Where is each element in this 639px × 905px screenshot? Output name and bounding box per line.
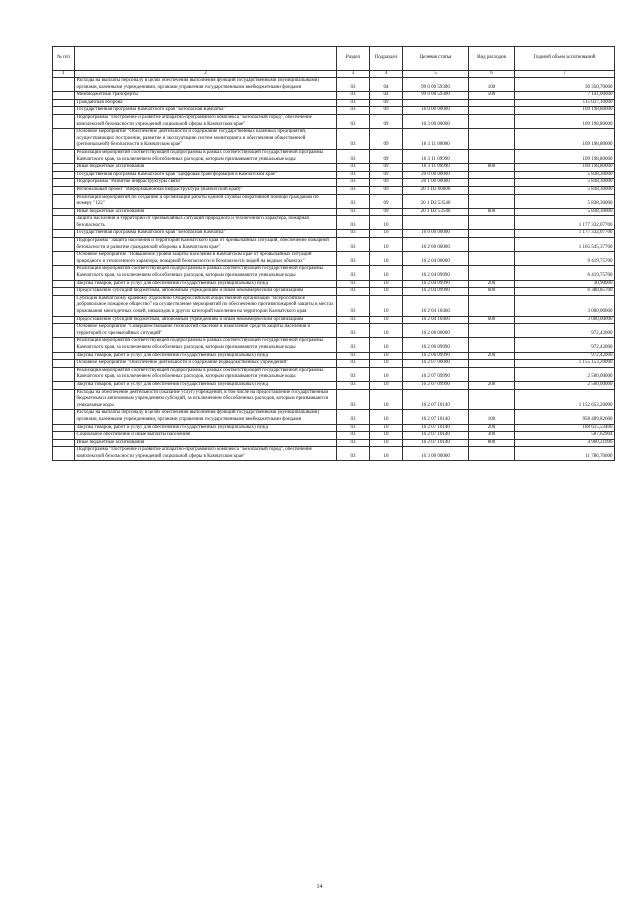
- row-name-cell: Социальное обеспечение и иные выплаты населению: [75, 432, 337, 440]
- row-podrazdel-cell: 10: [370, 352, 403, 360]
- row-podrazdel-cell: 10: [370, 266, 403, 280]
- row-podrazdel-cell: 10: [370, 338, 403, 352]
- row-podrazdel-cell: 09: [370, 208, 403, 216]
- header-name: [75, 47, 337, 71]
- table-row: [53, 424, 615, 432]
- row-number-cell: [53, 352, 75, 360]
- row-razdel-cell: 03: [337, 114, 370, 128]
- row-sum-cell: 5 838,30000: [515, 194, 615, 208]
- row-number-cell: [53, 149, 75, 163]
- row-sum-cell: 109 198,80000: [515, 129, 615, 150]
- row-sum-cell: 3 000,00000: [515, 295, 615, 316]
- row-podrazdel-cell: 09: [370, 99, 403, 107]
- row-number-cell: [53, 252, 75, 266]
- row-name-cell: Межбюджетные трансферты: [75, 92, 337, 100]
- row-vr-cell: [469, 107, 515, 115]
- row-csr-cell: 16 2 06 09990: [403, 352, 469, 360]
- table-body: [53, 78, 615, 461]
- table-row: [53, 295, 615, 316]
- colnum: 5: [403, 71, 469, 78]
- row-sum-cell: 3 000,00000: [515, 316, 615, 324]
- row-razdel-cell: 03: [337, 216, 370, 230]
- row-podrazdel-cell: 10: [370, 447, 403, 461]
- row-sum-cell: 7 141,00000: [515, 92, 615, 100]
- row-podrazdel-cell: 10: [370, 410, 403, 424]
- row-podrazdel-cell: 09: [370, 179, 403, 187]
- row-number-cell: [53, 324, 75, 338]
- row-vr-cell: [469, 389, 515, 410]
- table-row: [53, 114, 615, 128]
- row-name-cell: Иные бюджетные ассигнования: [75, 439, 337, 447]
- row-vr-cell: 500: [469, 92, 515, 100]
- row-podrazdel-cell: 10: [370, 216, 403, 230]
- row-csr-cell: 16 2 07 09990: [403, 367, 469, 381]
- row-sum-cell: 5 838,30000: [515, 171, 615, 179]
- row-podrazdel-cell: 10: [370, 367, 403, 381]
- row-name-cell: Расходы на выплаты персоналу в целях обеспечения выполнения функций государственными (муниципальными) органами, казенными учреждениями, органами управления государственными внебюджетными фондами: [75, 78, 337, 92]
- row-csr-cell: 16 3 11 09990: [403, 164, 469, 172]
- row-csr-cell: 16 0 00 00000: [403, 107, 469, 115]
- row-vr-cell: [469, 238, 515, 252]
- row-podrazdel-cell: 10: [370, 324, 403, 338]
- colnum: 4: [370, 71, 403, 78]
- table-row: [53, 439, 615, 447]
- row-number-cell: [53, 360, 75, 368]
- row-number-cell: [53, 194, 75, 208]
- row-name-cell: Закупка товаров, работ и услуг для обеспечения государственных (муниципальных) нужд: [75, 424, 337, 432]
- header-row: [53, 47, 615, 71]
- row-sum-cell: 109 198,80000: [515, 149, 615, 163]
- row-razdel-cell: 03: [337, 129, 370, 150]
- page-number: 14: [316, 884, 323, 890]
- row-podrazdel-cell: 10: [370, 360, 403, 368]
- row-podrazdel-cell: 10: [370, 432, 403, 440]
- row-razdel-cell: 03: [337, 295, 370, 316]
- row-razdel-cell: 03: [337, 389, 370, 410]
- row-csr-cell: 16 2 07 00000: [403, 360, 469, 368]
- table-row: [53, 107, 615, 115]
- row-sum-cell: 5 838,30000: [515, 208, 615, 216]
- row-name-cell: Иные бюджетные ассигнования: [75, 164, 337, 172]
- table-row: [53, 238, 615, 252]
- row-name-cell: Защита населения и территории от чрезвычайных ситуаций природного и техногенного характера, пожарная безопасность: [75, 216, 337, 230]
- row-number-cell: [53, 107, 75, 115]
- row-razdel-cell: 03: [337, 171, 370, 179]
- header-vr: Вид расходов: [469, 47, 515, 71]
- row-razdel-cell: 03: [337, 338, 370, 352]
- row-csr-cell: 20 1 D2 00000: [403, 186, 469, 194]
- row-vr-cell: [469, 266, 515, 280]
- row-podrazdel-cell: 09: [370, 186, 403, 194]
- table-row: [53, 171, 615, 179]
- row-razdel-cell: 03: [337, 238, 370, 252]
- table-row: [53, 194, 615, 208]
- row-name-cell: Основное мероприятие "Обеспечение деятельности и содержание подведомственных учреждений": [75, 360, 337, 368]
- row-csr-cell: 16 2 07 10140: [403, 424, 469, 432]
- table-row: [53, 338, 615, 352]
- row-number-cell: [53, 367, 75, 381]
- row-podrazdel-cell: 10: [370, 238, 403, 252]
- row-razdel-cell: 03: [337, 92, 370, 100]
- row-razdel-cell: 03: [337, 266, 370, 280]
- row-vr-cell: 600: [469, 288, 515, 296]
- row-podrazdel-cell: 10: [370, 295, 403, 316]
- table-row: [53, 99, 615, 107]
- row-razdel-cell: 03: [337, 360, 370, 368]
- table-row: [53, 149, 615, 163]
- row-sum-cell: 5 838,30000: [515, 179, 615, 187]
- row-podrazdel-cell: 04: [370, 78, 403, 92]
- table-row: [53, 316, 615, 324]
- row-razdel-cell: 03: [337, 410, 370, 424]
- row-sum-cell: 2 500,00000: [515, 381, 615, 389]
- table-row: [53, 266, 615, 280]
- row-name-cell: Закупка товаров, работ и услуг для обеспечения государственных (муниципальных) нужд: [75, 280, 337, 288]
- row-name-cell: Расходы на выплаты персоналу в целях обеспечения выполнения функций государственными (муниципальными) органами, казенными учреждениями, органами управления государственными внебюджетными фондами: [75, 410, 337, 424]
- row-sum-cell: 1 152 653,20000: [515, 389, 615, 410]
- row-number-cell: [53, 238, 75, 252]
- row-podrazdel-cell: 09: [370, 129, 403, 150]
- row-razdel-cell: 03: [337, 149, 370, 163]
- row-number-cell: [53, 295, 75, 316]
- row-sum-cell: 972,42000: [515, 324, 615, 338]
- row-csr-cell: 16 2 06 09990: [403, 338, 469, 352]
- row-podrazdel-cell: 04: [370, 92, 403, 100]
- table-row: [53, 432, 615, 440]
- row-number-cell: [53, 280, 75, 288]
- row-number-cell: [53, 389, 75, 410]
- row-sum-cell: 109 198,80000: [515, 164, 615, 172]
- row-name-cell: Закупка товаров, работ и услуг для обеспечения государственных (муниципальных) нужд: [75, 352, 337, 360]
- row-vr-cell: 200: [469, 381, 515, 389]
- row-sum-cell: 6 388,85700: [515, 288, 615, 296]
- row-csr-cell: 16 0 00 00000: [403, 230, 469, 238]
- row-name-cell: Подпрограмма "Защита населения и территорий Камчатского края от чрезвычайных ситуаций, обеспечение пожарной безопасности и развитие гражданской обороны в Камчатском крае": [75, 238, 337, 252]
- row-number-cell: [53, 171, 75, 179]
- row-name-cell: Основное мероприятие "Повышение уровня защиты населения в Камчатском крае от чрезвычайных ситуаций природного и техногенного характера, пожарной безопасности и безопасности людей на водных объектах": [75, 252, 337, 266]
- row-csr-cell: 16 2 07 09990: [403, 381, 469, 389]
- row-name-cell: Подпрограмма "Построение и развитие аппаратно-программного комплекса "Безопасный город", обеспечение комплексной безопасности учреждений социальной сферы в Камчатском крае": [75, 447, 337, 461]
- row-razdel-cell: 03: [337, 252, 370, 266]
- row-podrazdel-cell: 09: [370, 194, 403, 208]
- row-csr-cell: 16 2 04 10460: [403, 295, 469, 316]
- row-podrazdel-cell: 09: [370, 114, 403, 128]
- row-vr-cell: [469, 324, 515, 338]
- row-number-cell: [53, 186, 75, 194]
- row-razdel-cell: 03: [337, 439, 370, 447]
- row-razdel-cell: 03: [337, 164, 370, 172]
- row-name-cell: Предоставление субсидий бюджетным, автономным учреждениям и иным некоммерческим организациям: [75, 316, 337, 324]
- row-razdel-cell: 03: [337, 280, 370, 288]
- row-number-cell: [53, 129, 75, 150]
- row-sum-cell: 2 500,00000: [515, 367, 615, 381]
- row-vr-cell: [469, 230, 515, 238]
- row-csr-cell: 16 3 00 00000: [403, 114, 469, 128]
- row-sum-cell: 109 198,80000: [515, 114, 615, 128]
- budget-table: [52, 46, 615, 461]
- row-csr-cell: 16 2 04 09990: [403, 280, 469, 288]
- row-vr-cell: [469, 216, 515, 230]
- row-sum-cell: 9 419,75700: [515, 252, 615, 266]
- row-podrazdel-cell: 10: [370, 280, 403, 288]
- row-csr-cell: 20 1 00 00000: [403, 179, 469, 187]
- row-csr-cell: 20 1 D2 53540: [403, 208, 469, 216]
- row-name-cell: Реализация мероприятий соответствующей подпрограммы в рамках соответствующей государственной программы Камчатского края, за исключением обособленных расходов, которым присваиваются уникальные коды: [75, 266, 337, 280]
- table-row: [53, 360, 615, 368]
- row-csr-cell: 16 2 07 10140: [403, 432, 469, 440]
- row-podrazdel-cell: 09: [370, 149, 403, 163]
- table-row: [53, 164, 615, 172]
- row-podrazdel-cell: 10: [370, 424, 403, 432]
- row-number-cell: [53, 208, 75, 216]
- row-vr-cell: 200: [469, 352, 515, 360]
- row-name-cell: Государственная программа Камчатского края "Цифровая трансформация в Камчатском крае": [75, 171, 337, 179]
- row-sum-cell: 30,90000: [515, 280, 615, 288]
- table-row: [53, 352, 615, 360]
- row-name-cell: Иные бюджетные ассигнования: [75, 208, 337, 216]
- header-volume: Годовой объем ассигнований: [515, 47, 615, 71]
- row-razdel-cell: 03: [337, 324, 370, 338]
- row-sum-cell: 1 177 332,07700: [515, 216, 615, 230]
- row-vr-cell: 600: [469, 316, 515, 324]
- colnum: 7: [515, 71, 615, 78]
- row-vr-cell: [469, 194, 515, 208]
- table-row: [53, 381, 615, 389]
- row-number-cell: [53, 114, 75, 128]
- row-csr-cell: 16 2 07 10140: [403, 410, 469, 424]
- table-row: [53, 216, 615, 230]
- row-name-cell: Основное мероприятие "Совершенствование технологий спасения и накопление средств защиты населения и территорий от чрезвычайных ситуаций": [75, 324, 337, 338]
- row-csr-cell: 16 2 07 10140: [403, 439, 469, 447]
- header-csr: Целевая статья: [403, 47, 469, 71]
- row-name-cell: Государственная программа Камчатского края "Безопасная Камчатка": [75, 230, 337, 238]
- row-razdel-cell: 03: [337, 381, 370, 389]
- row-csr-cell: 16 2 04 00000: [403, 252, 469, 266]
- row-name-cell: Государственная программа Камчатского края "Безопасная Камчатка": [75, 107, 337, 115]
- row-number-cell: [53, 439, 75, 447]
- table-row: [53, 208, 615, 216]
- row-name-cell: Гражданская оборона: [75, 99, 337, 107]
- row-name-cell: Расходы на обеспечение деятельности (оказание услуг) учреждений, в том числе на предоставление государственным бюджетным и автономным учреждениям субсидий, за исключением обособленных расходов, которым присваиваются уникальные коды: [75, 389, 337, 410]
- row-razdel-cell: 03: [337, 288, 370, 296]
- row-podrazdel-cell: 09: [370, 107, 403, 115]
- row-razdel-cell: 03: [337, 447, 370, 461]
- row-csr-cell: 16 3 11 09990: [403, 149, 469, 163]
- row-sum-cell: 1 177 332,07700: [515, 230, 615, 238]
- table-row: [53, 389, 615, 410]
- row-csr-cell: 99 0 00 59300: [403, 92, 469, 100]
- row-vr-cell: [469, 129, 515, 150]
- row-podrazdel-cell: 10: [370, 288, 403, 296]
- row-csr-cell: 16 2 06 00000: [403, 324, 469, 338]
- row-sum-cell: 972,42000: [515, 338, 615, 352]
- row-csr-cell: 16 2 00 00000: [403, 238, 469, 252]
- colnum: 6: [469, 71, 515, 78]
- table-row: [53, 92, 615, 100]
- row-razdel-cell: 03: [337, 99, 370, 107]
- table-row: [53, 288, 615, 296]
- row-number-cell: [53, 381, 75, 389]
- row-vr-cell: [469, 114, 515, 128]
- row-razdel-cell: 03: [337, 230, 370, 238]
- row-podrazdel-cell: 10: [370, 230, 403, 238]
- row-csr-cell: 16 3 11 00000: [403, 129, 469, 150]
- row-csr-cell: 16 2 07 10140: [403, 389, 469, 410]
- row-vr-cell: [469, 360, 515, 368]
- row-vr-cell: [469, 447, 515, 461]
- row-number-cell: [53, 99, 75, 107]
- row-name-cell: Реализация мероприятий соответствующей подпрограммы в рамках соответствующей государственной программы Камчатского края, за исключением обособленных расходов, которым присваиваются уникальные коды: [75, 367, 337, 381]
- row-csr-cell: 16 2 04 09990: [403, 266, 469, 280]
- row-razdel-cell: 03: [337, 194, 370, 208]
- row-sum-cell: 11 786,70000: [515, 447, 615, 461]
- row-number-cell: [53, 266, 75, 280]
- row-razdel-cell: 03: [337, 352, 370, 360]
- row-csr-cell: [403, 99, 469, 107]
- row-vr-cell: 100: [469, 78, 515, 92]
- table-row: [53, 324, 615, 338]
- row-vr-cell: [469, 295, 515, 316]
- row-vr-cell: [469, 338, 515, 352]
- row-razdel-cell: 03: [337, 424, 370, 432]
- row-vr-cell: [469, 99, 515, 107]
- row-number-cell: [53, 164, 75, 172]
- row-sum-cell: 109 198,80000: [515, 107, 615, 115]
- row-sum-cell: 4 960,21096: [515, 439, 615, 447]
- row-number-cell: [53, 179, 75, 187]
- row-number-cell: [53, 288, 75, 296]
- row-number-cell: [53, 410, 75, 424]
- row-sum-cell: 1 165 545,37700: [515, 238, 615, 252]
- table-row: [53, 252, 615, 266]
- row-csr-cell: 99 0 00 59300: [403, 78, 469, 92]
- table-row: [53, 367, 615, 381]
- row-name-cell: Субсидия Камчатскому краевому отделению Общероссийской общественной организации "Всероссийское добровольное пожарное общество" на осуществление мероприятий по обеспечению противопожарной защиты в местах проживания многодетных семей, инвалидов и других категорий населения на территории Камчатского края: [75, 295, 337, 316]
- row-razdel-cell: 03: [337, 208, 370, 216]
- row-number-cell: [53, 230, 75, 238]
- row-vr-cell: [469, 149, 515, 163]
- row-name-cell: Основное мероприятие "Обеспечение деятельности и содержание государственных казенных предприятий, осуществляющих построение, развитие и эксплуатацию систем мониторинга и обеспечения общественной (региональной) безопасности в Камчатском крае": [75, 129, 337, 150]
- row-csr-cell: [403, 216, 469, 230]
- row-number-cell: [53, 92, 75, 100]
- row-name-cell: Региональный проект "Информационная инфраструктура (Камчатский край)": [75, 186, 337, 194]
- row-vr-cell: 200: [469, 424, 515, 432]
- table-row: [53, 230, 615, 238]
- row-sum-cell: 188 615,53400: [515, 424, 615, 432]
- row-number-cell: [53, 447, 75, 461]
- row-vr-cell: 300: [469, 432, 515, 440]
- row-sum-cell: 5 838,30000: [515, 186, 615, 194]
- colnum: 2: [75, 71, 337, 78]
- row-vr-cell: [469, 252, 515, 266]
- row-podrazdel-cell: 09: [370, 164, 403, 172]
- row-csr-cell: 20 0 00 00000: [403, 171, 469, 179]
- budget-table-container: [52, 46, 614, 461]
- table-row: [53, 129, 615, 150]
- row-csr-cell: 16 2 04 09990: [403, 288, 469, 296]
- row-number-cell: [53, 216, 75, 230]
- row-razdel-cell: 03: [337, 432, 370, 440]
- row-vr-cell: [469, 367, 515, 381]
- row-razdel-cell: 03: [337, 186, 370, 194]
- row-vr-cell: 800: [469, 439, 515, 447]
- header-podrazdel: Подраздел: [370, 47, 403, 71]
- row-sum-cell: 30 350,70000: [515, 78, 615, 92]
- row-razdel-cell: 03: [337, 107, 370, 115]
- column-number-row: [53, 71, 615, 78]
- row-vr-cell: [469, 179, 515, 187]
- row-name-cell: Подпрограмма "Построение и развитие аппаратно-программного комплекса "Безопасный город", обеспечение комплексной безопасности учреждений социальной сферы в Камчатском крае": [75, 114, 337, 128]
- row-vr-cell: [469, 171, 515, 179]
- row-vr-cell: 100: [469, 410, 515, 424]
- colnum: 1: [53, 71, 75, 78]
- row-vr-cell: 800: [469, 164, 515, 172]
- row-podrazdel-cell: 09: [370, 171, 403, 179]
- row-name-cell: Реализация мероприятий соответствующей подпрограммы в рамках соответствующей государственной программы Камчатского края, за исключением обособленных расходов, которым присваиваются уникальные коды: [75, 338, 337, 352]
- row-name-cell: Закупка товаров, работ и услуг для обеспечения государственных (муниципальных) нужд: [75, 381, 337, 389]
- row-podrazdel-cell: 10: [370, 439, 403, 447]
- row-name-cell: Предоставление субсидий бюджетным, автономным учреждениям и иным некоммерческим организациям: [75, 288, 337, 296]
- row-podrazdel-cell: 10: [370, 316, 403, 324]
- row-number-cell: [53, 432, 75, 440]
- table-row: [53, 447, 615, 461]
- row-razdel-cell: 03: [337, 78, 370, 92]
- row-number-cell: [53, 338, 75, 352]
- row-name-cell: Реализация мероприятий соответствующей подпрограммы в рамках соответствующей государственной программы Камчатского края, за исключением обособленных расходов, которым присваиваются уникальные коды: [75, 149, 337, 163]
- row-vr-cell: 800: [469, 208, 515, 216]
- row-sum-cell: 972,42000: [515, 352, 615, 360]
- row-razdel-cell: 03: [337, 316, 370, 324]
- row-vr-cell: 200: [469, 280, 515, 288]
- table-row: [53, 179, 615, 187]
- row-podrazdel-cell: 10: [370, 389, 403, 410]
- row-podrazdel-cell: 10: [370, 381, 403, 389]
- row-number-cell: [53, 424, 75, 432]
- table-row: [53, 186, 615, 194]
- row-sum-cell: 958 489,82600: [515, 410, 615, 424]
- row-name-cell: Реализация мероприятий по созданию и организации работы единой службы оперативной помощи гражданам по номеру "122": [75, 194, 337, 208]
- row-name-cell: Подпрограмма "Развитие инфраструктуры связи": [75, 179, 337, 187]
- colnum: 3: [337, 71, 370, 78]
- row-sum-cell: 1 155 153,20000: [515, 360, 615, 368]
- row-csr-cell: 16 2 04 10460: [403, 316, 469, 324]
- row-sum-cell: 587,62904: [515, 432, 615, 440]
- header-no: № п/п: [53, 47, 75, 71]
- row-podrazdel-cell: 10: [370, 252, 403, 266]
- table-row: [53, 280, 615, 288]
- row-razdel-cell: 03: [337, 367, 370, 381]
- row-csr-cell: 16 3 00 00000: [403, 447, 469, 461]
- header-razdel: Раздел: [337, 47, 370, 71]
- row-vr-cell: [469, 186, 515, 194]
- row-number-cell: [53, 316, 75, 324]
- row-sum-cell: 115 037,10000: [515, 99, 615, 107]
- row-csr-cell: 20 1 D2 53540: [403, 194, 469, 208]
- table-row: [53, 410, 615, 424]
- row-razdel-cell: 03: [337, 179, 370, 187]
- row-number-cell: [53, 78, 75, 92]
- row-sum-cell: 6 419,75700: [515, 266, 615, 280]
- table-row: [53, 78, 615, 92]
